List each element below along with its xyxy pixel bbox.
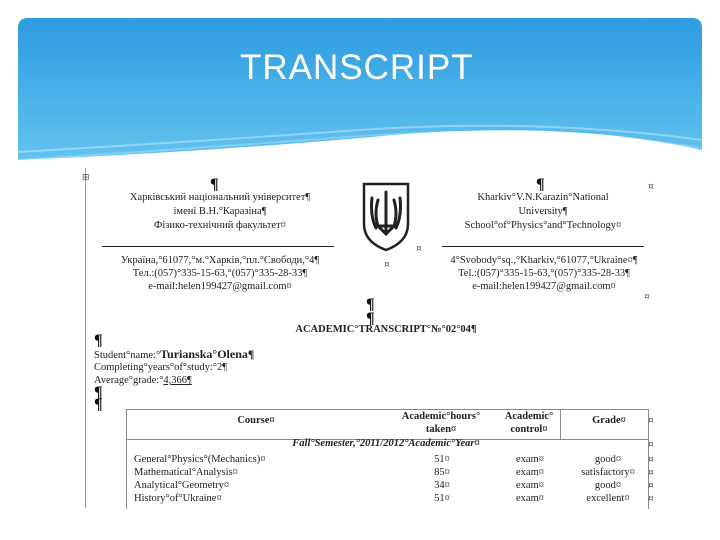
email-en: e-mail:helen199427@gmail.com¤: [472, 281, 616, 292]
course-control: exam¤: [516, 467, 544, 478]
course-control: exam¤: [516, 493, 544, 504]
phone-en: Tel.:(057)°335-15-63,°(057)°335-28-33¶: [458, 268, 630, 279]
university-name-en: Kharkiv°V.N.Karazin°National: [477, 192, 609, 203]
semester-label: Fall°Semester,°2011/2012°Academic°Year¤: [292, 438, 480, 449]
cell-marker: ¤: [648, 455, 654, 465]
pilcrow-mark: ¶: [94, 396, 103, 413]
course-name: Mathematical°Analysis¤: [134, 467, 238, 478]
slide-title: TRANSCRIPT: [240, 48, 474, 87]
university-name-en-line2: University¶: [518, 206, 568, 217]
right-header-rule: [442, 246, 644, 247]
email-ua: e-mail:helen199427@gmail.com¤: [148, 281, 292, 292]
completing-years: Completing°years°of°study:°2¶: [94, 362, 227, 373]
course-control: exam¤: [516, 480, 544, 491]
student-name-value: Turianska°Olena¶: [160, 347, 255, 361]
average-grade-label: Average°grade:°: [94, 375, 164, 386]
column-header-control-line2: control¤: [510, 424, 548, 435]
column-header-course: Course¤: [237, 415, 275, 426]
average-grade-value: 4,366¶: [163, 375, 192, 386]
table-top-border: [126, 409, 648, 410]
course-hours: 51¤: [434, 493, 450, 504]
column-header-grade: Grade¤: [592, 415, 626, 426]
faculty-name-en: School°of°Physics°and°Technology¤: [464, 220, 622, 231]
course-grade: satisfactory¤: [581, 467, 635, 478]
transcript-document: [82, 168, 658, 508]
address-ua: Україна,°61077,°м.°Харків,°пл.°Свободи,°4¶: [120, 255, 320, 266]
cell-marker: ¤: [648, 481, 654, 491]
transcript-title: ACADEMIC°TRANSCRIPT°№°02°04¶: [295, 324, 477, 335]
column-header-hours: Academic°hours°: [401, 411, 481, 422]
university-name-ua-line2: імені В.Н.°Каразіна¶: [173, 206, 267, 217]
university-name-ua: Харківський національний університет¶: [129, 192, 311, 203]
cell-marker: ¤: [648, 182, 654, 192]
faculty-name-ua: Фізико-технічний факультет¤: [154, 220, 286, 231]
pilcrow-mark: ¶: [210, 176, 219, 193]
cell-marker: ¤: [648, 468, 654, 478]
course-grade: excellent¤: [586, 493, 630, 504]
pilcrow-mark: ¶: [536, 176, 545, 193]
cell-marker: ¤: [416, 244, 422, 254]
table-left-border: [126, 409, 127, 509]
phone-ua: Тел.:(057)°335-15-63,°(057)°335-28-33¶: [132, 268, 308, 279]
course-name: History°of°Ukraine¤: [134, 493, 222, 504]
student-name-line: [94, 348, 254, 362]
course-control: exam¤: [516, 454, 544, 465]
address-en: 4°Svobody°sq.,°Kharkiv,°61077,°Ukraine¤¶: [450, 255, 638, 266]
course-name: General°Physics°(Mechanics)¤: [134, 454, 266, 465]
course-hours: 34¤: [434, 480, 450, 491]
trident-emblem-icon: [360, 180, 412, 252]
cell-marker: ¤: [384, 260, 390, 270]
table-anchor-marker[interactable]: ⊞: [82, 173, 90, 183]
course-hours: 51¤: [434, 454, 450, 465]
cell-marker: ¤: [648, 416, 654, 426]
student-name-label: Student°name:°: [94, 350, 161, 361]
course-name: Analytical°Geometry¤: [134, 480, 230, 491]
left-header-rule: [102, 246, 334, 247]
course-grade: good¤: [594, 454, 622, 465]
cell-marker: ¤: [644, 292, 650, 302]
cell-marker: ¤: [648, 494, 654, 504]
course-hours: 85¤: [434, 467, 450, 478]
cell-marker: ¤: [648, 440, 654, 450]
pilcrow-mark: ¶: [366, 296, 375, 313]
average-grade-line: [94, 375, 192, 387]
column-header-control: Academic°: [504, 411, 554, 422]
column-header-hours-line2: taken¤: [425, 424, 457, 435]
pilcrow-mark: ¶: [94, 332, 103, 349]
pilcrow-mark: ¶: [366, 310, 375, 327]
course-grade: good¤: [594, 480, 622, 491]
pilcrow-mark: ¶: [94, 384, 103, 401]
